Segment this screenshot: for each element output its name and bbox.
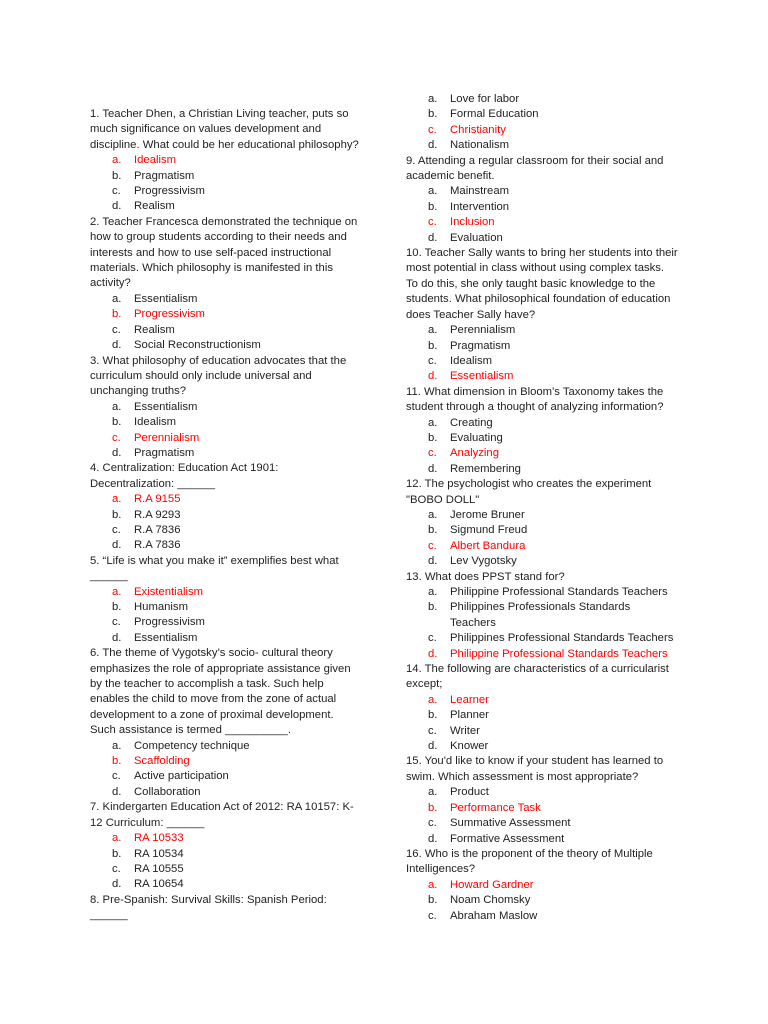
answer-option — [90, 508, 362, 523]
option-text: Pragmatism — [134, 446, 195, 459]
option-text: R.A 7836 — [134, 539, 181, 552]
answer-option — [90, 785, 362, 800]
question-block — [406, 847, 678, 924]
option-text: R.A 9293 — [134, 508, 181, 521]
question-text: 9. Attending a regular classroom for their social and academic benefit. — [406, 154, 664, 183]
option-letter: c. — [112, 523, 121, 536]
answer-option — [90, 184, 362, 199]
option-letter: b. — [428, 894, 438, 907]
answer-option — [406, 523, 678, 538]
option-letter: a. — [428, 693, 438, 706]
option-letter: a. — [428, 416, 438, 429]
answer-option — [90, 600, 362, 615]
answer-option — [90, 615, 362, 630]
option-text: Existentialism — [134, 585, 204, 598]
option-letter: d. — [428, 370, 438, 383]
answer-options — [406, 785, 678, 847]
option-text: Philippine Professional Standards Teachers — [450, 647, 668, 660]
option-text: Essentialism — [134, 631, 198, 644]
option-text: Essentialism — [450, 370, 514, 383]
option-text: Writer — [450, 724, 480, 737]
option-letter: a. — [428, 185, 438, 198]
option-letter: a. — [428, 786, 438, 799]
option-text: Realism — [134, 200, 175, 213]
option-letter: c. — [428, 632, 437, 645]
option-letter: d. — [428, 462, 438, 475]
option-text: Progressivism — [134, 185, 205, 198]
right-column — [406, 92, 678, 924]
option-letter: c. — [428, 354, 437, 367]
answer-option — [406, 354, 678, 369]
option-letter: c. — [428, 447, 437, 460]
option-text: Perennialism — [450, 324, 516, 337]
option-letter: d. — [112, 539, 122, 552]
question-block — [90, 461, 362, 553]
question-text: 11. What dimension in Bloom's Taxonomy takes the student through a thought of analyzing information? — [406, 385, 664, 414]
option-text: Creating — [450, 416, 493, 429]
answer-option — [406, 585, 678, 600]
option-text: Pragmatism — [134, 169, 195, 182]
answer-options — [90, 292, 362, 354]
question-text: 15. You'd like to know if your student has learned to swim. Which assessment is most appropriate? — [406, 755, 664, 783]
option-text: Knower — [450, 740, 489, 753]
answer-option-correct — [406, 878, 678, 893]
option-letter: d. — [428, 139, 438, 152]
option-letter: c. — [112, 862, 121, 875]
answer-options — [406, 416, 678, 478]
answer-option — [90, 523, 362, 538]
answer-option-correct — [90, 585, 362, 600]
option-letter: a. — [112, 739, 122, 752]
option-letter: c. — [112, 323, 121, 336]
option-text: Remembering — [450, 462, 521, 475]
answer-option-correct — [90, 307, 362, 322]
option-letter: d. — [428, 740, 438, 753]
answer-option — [90, 415, 362, 430]
question-text: 8. Pre-Spanish: Survival Skills: Spanish Period: ______ — [90, 893, 327, 922]
option-letter: a. — [428, 508, 438, 521]
option-text: Essentialism — [134, 292, 198, 305]
answer-option — [90, 739, 362, 754]
option-letter: c. — [428, 909, 437, 922]
question-block — [90, 215, 362, 354]
option-text: Christianity — [450, 123, 506, 136]
answer-option — [90, 169, 362, 184]
option-letter: b. — [428, 431, 438, 444]
answer-option — [90, 446, 362, 461]
question-text: 3. What philosophy of education advocates that the curriculum should only include universal and unchanging truths? — [90, 354, 347, 398]
option-letter: b. — [428, 709, 438, 722]
option-text: Idealism — [134, 416, 177, 429]
option-text: R.A 9155 — [134, 493, 181, 506]
question-text: 6. The theme of Vygotsky’s socio- cultural theory emphasizes the role of appropriate assistance given by the teacher to accomplish a task. Such help enables the child to move from the zone of actual development to a zone of proximal development. Such assistance is termed __________. — [90, 647, 351, 737]
answer-option-correct — [90, 431, 362, 446]
answer-option-correct — [90, 831, 362, 846]
option-letter: a. — [428, 878, 438, 891]
question-block — [90, 646, 362, 800]
option-text: RA 10555 — [134, 862, 184, 875]
option-letter: a. — [428, 93, 438, 105]
option-letter: a. — [112, 832, 122, 845]
answer-option — [406, 184, 678, 199]
answer-option — [90, 400, 362, 415]
option-text: Philippines Professional Standards Teachers — [450, 632, 674, 645]
question-text: 10. Teacher Sally wants to bring her students into their most potential in class without using complex tasks. To do this, she only taught basic knowledge to the students. What philosophical foundation of education does Teacher Sally have? — [406, 247, 678, 321]
answer-option — [90, 292, 362, 307]
option-letter: c. — [428, 123, 437, 136]
option-letter: a. — [112, 400, 122, 413]
option-letter: c. — [428, 817, 437, 830]
question-text: 5. “Life is what you make it” exemplifies best what ______ — [90, 554, 339, 583]
answer-option — [90, 862, 362, 877]
option-letter: b. — [112, 308, 122, 321]
answer-options — [406, 323, 678, 385]
answer-options — [406, 693, 678, 755]
option-letter: b. — [428, 108, 438, 121]
answer-option — [406, 323, 678, 338]
option-letter: b. — [428, 200, 438, 213]
option-text: Essentialism — [134, 400, 198, 413]
answer-option — [90, 847, 362, 862]
answer-option — [90, 338, 362, 353]
option-text: Intervention — [450, 200, 510, 213]
option-letter: d. — [112, 785, 122, 798]
question-block — [406, 662, 678, 754]
option-text: Pragmatism — [450, 339, 511, 352]
option-letter: b. — [428, 801, 438, 814]
option-letter: a. — [428, 586, 438, 598]
option-text: Competency technique — [134, 739, 250, 752]
left-column — [90, 107, 362, 924]
answer-option — [406, 724, 678, 739]
answer-option — [406, 739, 678, 754]
option-text: Learner — [450, 693, 489, 706]
option-text: Philippines Professionals Standards Teachers — [450, 601, 631, 629]
answer-option-correct — [406, 801, 678, 816]
option-text: RA 10534 — [134, 847, 184, 860]
option-text: Lev Vygotsky — [450, 555, 517, 568]
option-text: Inclusion — [450, 216, 495, 229]
option-text: Product — [450, 786, 489, 799]
option-text: Howard Gardner — [450, 878, 534, 891]
answer-options — [90, 585, 362, 647]
question-block — [406, 246, 678, 385]
option-letter: d. — [112, 446, 122, 459]
answer-option — [406, 231, 678, 246]
option-text: Realism — [134, 323, 175, 336]
option-letter: b. — [112, 508, 122, 521]
option-letter: a. — [112, 292, 122, 305]
option-text: Noam Chomsky — [450, 894, 531, 907]
question-text: 4. Centralization: Education Act 1901: Decentralization: ______ — [90, 462, 279, 490]
question-text: 14. The following are characteristics of a curricularist except; — [406, 663, 669, 691]
option-text: Formative Assessment — [450, 832, 565, 845]
option-letter: b. — [112, 755, 122, 768]
answer-option — [406, 431, 678, 446]
option-text: Performance Task — [450, 801, 541, 814]
question-block — [90, 893, 362, 924]
option-letter: d. — [428, 832, 438, 845]
option-text: RA 10654 — [134, 878, 184, 891]
answer-option-correct — [90, 153, 362, 168]
option-letter: c. — [428, 724, 437, 737]
option-letter: d. — [112, 878, 122, 891]
question-block — [406, 385, 678, 477]
answer-options — [90, 831, 362, 893]
answer-option — [406, 92, 678, 107]
option-letter: d. — [428, 555, 438, 568]
answer-options — [90, 492, 362, 554]
answer-option — [406, 339, 678, 354]
option-text: Summative Assessment — [450, 817, 571, 830]
question-block — [406, 754, 678, 846]
option-text: Nationalism — [450, 139, 510, 152]
option-letter: a. — [112, 154, 122, 167]
option-text: Sigmund Freud — [450, 524, 528, 537]
option-letter: d. — [428, 647, 438, 660]
option-letter: a. — [112, 493, 122, 506]
option-letter: c. — [112, 770, 121, 783]
answer-options — [90, 739, 362, 801]
answer-option — [406, 785, 678, 800]
option-text: Idealism — [134, 154, 177, 167]
option-letter: b. — [112, 601, 122, 613]
answer-option — [406, 832, 678, 847]
question-block — [406, 570, 678, 662]
option-text: Albert Bandura — [450, 539, 526, 552]
question-text: 1. Teacher Dhen, a Christian Living teacher, puts so much significance on values development and discipline. What could be her educational philosophy? — [90, 108, 359, 151]
answer-options — [406, 878, 678, 924]
option-text: Philippine Professional Standards Teachers — [450, 586, 668, 598]
answer-options — [406, 585, 678, 662]
option-text: Planner — [450, 709, 489, 722]
option-letter: c. — [112, 185, 121, 198]
answer-option — [406, 816, 678, 831]
answer-option-correct — [90, 492, 362, 507]
answer-option — [90, 538, 362, 553]
option-text: Humanism — [134, 601, 188, 613]
answer-option-correct — [406, 369, 678, 384]
answer-option — [406, 554, 678, 569]
question-block — [90, 107, 362, 215]
answer-options — [90, 400, 362, 462]
answer-option-correct — [90, 754, 362, 769]
option-text: Mainstream — [450, 185, 510, 198]
option-letter: a. — [112, 585, 122, 598]
answer-option — [406, 893, 678, 908]
question-text: 12. The psychologist who creates the experiment "BOBO DOLL" — [406, 478, 652, 506]
option-text: Evaluation — [450, 231, 503, 244]
answer-option — [406, 462, 678, 477]
answer-option — [406, 909, 678, 924]
option-letter: b. — [428, 524, 438, 537]
question-block — [90, 800, 362, 892]
question-block — [406, 477, 678, 569]
question-text: 16. Who is the proponent of the theory of Multiple Intelligences? — [406, 847, 653, 876]
option-text: Love for labor — [450, 93, 520, 105]
answer-option — [406, 200, 678, 215]
option-letter: d. — [112, 200, 122, 213]
answer-option-correct — [406, 446, 678, 461]
question-block — [90, 354, 362, 462]
answer-option-correct — [406, 215, 678, 230]
option-text: Collaboration — [134, 785, 201, 798]
option-letter: b. — [112, 169, 122, 182]
question-block — [406, 92, 678, 154]
answer-option — [406, 416, 678, 431]
answer-option — [406, 708, 678, 723]
option-text: Perennialism — [134, 431, 200, 444]
answer-option-correct — [406, 123, 678, 138]
answer-options — [406, 508, 678, 570]
answer-option-correct — [406, 693, 678, 708]
answer-options — [406, 92, 678, 154]
option-text: Jerome Bruner — [450, 508, 525, 521]
option-text: RA 10533 — [134, 832, 184, 845]
question-text: 13. What does PPST stand for? — [406, 570, 565, 583]
option-text: Scaffolding — [134, 755, 190, 768]
question-text: 2. Teacher Francesca demonstrated the technique on how to group students according to their needs and interests and how to use self-paced instructional materials. Which philosophy is manifested in this activity? — [90, 215, 358, 290]
option-text: Social Reconstructionism — [134, 339, 261, 352]
question-block — [90, 554, 362, 646]
option-letter: d. — [112, 631, 122, 644]
answer-option — [406, 600, 678, 631]
option-letter: c. — [428, 216, 437, 229]
question-block — [406, 154, 678, 246]
option-letter: c. — [428, 539, 437, 552]
option-letter: d. — [428, 231, 438, 244]
answer-option — [90, 877, 362, 892]
option-text: Active participation — [134, 770, 229, 783]
answer-options — [90, 153, 362, 215]
option-letter: c. — [112, 616, 121, 629]
answer-option — [406, 631, 678, 646]
answer-option — [406, 107, 678, 122]
answer-option — [90, 769, 362, 784]
answer-options — [406, 184, 678, 246]
option-text: Evaluating — [450, 431, 503, 444]
answer-option-correct — [406, 647, 678, 662]
option-text: Progressivism — [134, 308, 205, 321]
option-text: R.A 7836 — [134, 523, 181, 536]
question-text: 7. Kindergarten Education Act of 2012: RA 10157: K-12 Curriculum: ______ — [90, 801, 354, 829]
answer-option — [406, 508, 678, 523]
option-letter: b. — [112, 847, 122, 860]
answer-option — [406, 138, 678, 153]
option-letter: b. — [428, 601, 438, 614]
option-text: Analyzing — [450, 447, 499, 460]
option-letter: c. — [112, 431, 121, 444]
option-text: Formal Education — [450, 108, 539, 121]
option-text: Progressivism — [134, 616, 205, 629]
answer-option-correct — [406, 539, 678, 554]
option-letter: b. — [428, 339, 438, 352]
option-letter: d. — [112, 339, 122, 352]
option-text: Abraham Maslow — [450, 909, 538, 922]
answer-option — [90, 631, 362, 646]
option-letter: b. — [112, 416, 122, 429]
option-text: Idealism — [450, 354, 493, 367]
answer-option — [90, 323, 362, 338]
answer-option — [90, 199, 362, 214]
option-letter: a. — [428, 324, 438, 337]
